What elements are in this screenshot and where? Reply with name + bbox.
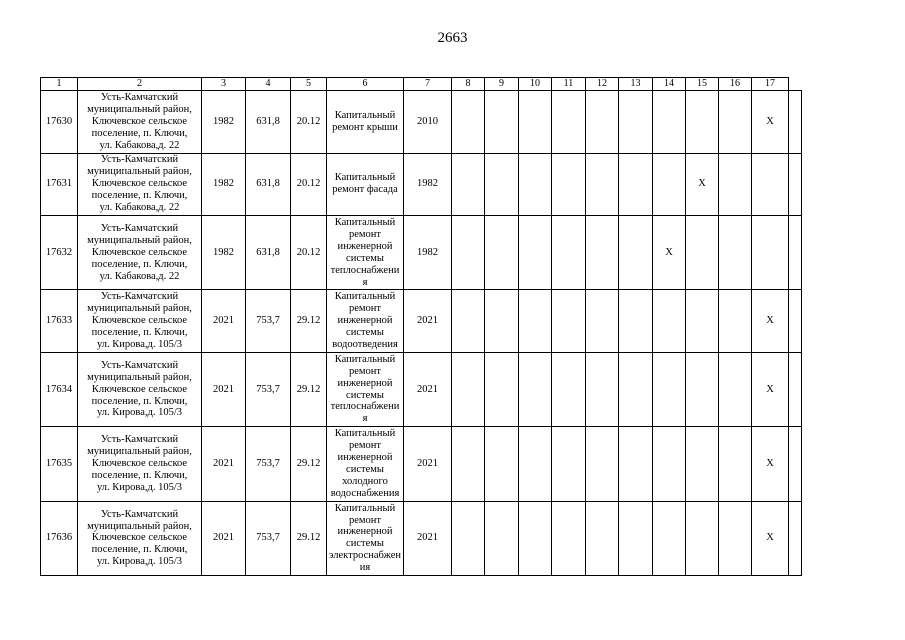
column-5-cell: 20.12 xyxy=(291,91,327,154)
mark-cell xyxy=(686,290,719,353)
column-7-cell: 2010 xyxy=(404,91,452,154)
mark-cell xyxy=(485,153,519,216)
mark-cell xyxy=(752,153,789,216)
address-cell xyxy=(78,352,202,426)
mark-cell xyxy=(485,290,519,353)
address-cell-line: Усть-Камчатский xyxy=(100,222,179,234)
area-cell: 753,7 xyxy=(246,352,291,426)
address-cell-line: Ключевское сельское xyxy=(91,458,188,470)
column-header: 4 xyxy=(246,78,291,91)
work-type-cell-line: электроснабжен xyxy=(328,550,402,562)
work-type-cell-line: ремонт xyxy=(348,228,381,240)
work-type-cell xyxy=(327,290,404,353)
address-cell-line: муниципальный район, xyxy=(87,303,192,315)
address-cell-line: муниципальный район, xyxy=(87,166,192,178)
mark-cell: X xyxy=(752,427,789,501)
mark-cell xyxy=(519,216,552,290)
mark-cell xyxy=(519,153,552,216)
address-cell-line: поселение, п. Ключи, xyxy=(91,327,188,339)
mark-cell xyxy=(789,352,802,426)
work-type-cell-line: системы xyxy=(346,538,384,550)
column-header: 5 xyxy=(291,78,327,91)
mark-cell xyxy=(586,501,619,575)
work-type-cell-line: водоснабжения xyxy=(330,487,400,499)
address-cell-line: Ключевское сельское xyxy=(91,178,188,190)
mark-cell: X xyxy=(752,290,789,353)
address-cell-line: поселение, п. Ключи, xyxy=(91,395,188,407)
work-type-cell-line: Капитальный xyxy=(334,291,396,303)
mark-cell xyxy=(719,501,752,575)
work-type-cell-line: ремонт xyxy=(348,303,381,315)
column-5-cell: 29.12 xyxy=(291,290,327,353)
mark-cell xyxy=(719,352,752,426)
work-type-cell xyxy=(327,501,404,575)
column-7-cell: 1982 xyxy=(404,216,452,290)
area-cell: 631,8 xyxy=(246,216,291,290)
mark-cell xyxy=(619,91,653,154)
address-cell-line: ул. Кабакова,д. 22 xyxy=(99,270,180,282)
page-number: 2663 xyxy=(437,30,468,46)
address-cell xyxy=(78,153,202,216)
address-cell xyxy=(78,427,202,501)
mark-cell xyxy=(619,290,653,353)
address-cell-line: Усть-Камчатский xyxy=(100,434,179,446)
column-5-cell: 20.12 xyxy=(291,216,327,290)
address-cell-line: Ключевское сельское xyxy=(91,315,188,327)
mark-cell xyxy=(789,216,802,290)
mark-cell xyxy=(485,501,519,575)
work-type-cell-line: инженерной xyxy=(337,315,393,327)
work-type-cell-line: я xyxy=(362,276,368,288)
address-cell xyxy=(78,290,202,353)
year-cell: 2021 xyxy=(202,290,246,353)
column-header: 11 xyxy=(552,78,586,91)
work-type-cell-line: системы xyxy=(346,327,384,339)
mark-cell xyxy=(485,91,519,154)
mark-cell xyxy=(719,216,752,290)
mark-cell xyxy=(452,501,485,575)
record-id: 17630 xyxy=(41,91,78,154)
address-cell xyxy=(78,91,202,154)
work-type-cell-line: инженерной xyxy=(337,377,393,389)
mark-cell xyxy=(653,352,686,426)
record-id: 17634 xyxy=(41,352,78,426)
work-type-cell-line: Капитальный xyxy=(334,109,396,121)
address-cell-line: муниципальный район, xyxy=(87,520,192,532)
column-header: 9 xyxy=(485,78,519,91)
mark-cell xyxy=(789,427,802,501)
table-body xyxy=(41,78,802,576)
area-cell: 753,7 xyxy=(246,501,291,575)
mark-cell xyxy=(619,216,653,290)
work-type-cell-line: ремонт крыши xyxy=(332,121,398,133)
table-row xyxy=(41,153,802,216)
mark-cell xyxy=(619,153,653,216)
column-header: 12 xyxy=(586,78,619,91)
column-number-row xyxy=(41,78,802,91)
address-cell xyxy=(78,216,202,290)
mark-cell xyxy=(686,501,719,575)
column-header: 8 xyxy=(452,78,485,91)
address-cell-line: ул. Кирова,д. 105/3 xyxy=(96,481,182,493)
address-cell-line: Ключевское сельское xyxy=(91,246,188,258)
work-type-cell-line: ремонт фасада xyxy=(332,184,398,196)
mark-cell xyxy=(552,501,586,575)
address-cell-line: ул. Кирова,д. 105/3 xyxy=(96,339,182,350)
area-cell: 753,7 xyxy=(246,290,291,353)
year-cell: 1982 xyxy=(202,91,246,154)
mark-cell xyxy=(485,427,519,501)
mark-cell xyxy=(719,153,752,216)
mark-cell: X xyxy=(752,352,789,426)
column-header: 10 xyxy=(519,78,552,91)
mark-cell xyxy=(586,427,619,501)
work-type-cell-line: ремонт xyxy=(348,365,381,377)
work-type-cell-line: Капитальный xyxy=(334,353,396,365)
column-7-cell: 2021 xyxy=(404,352,452,426)
column-5-cell: 20.12 xyxy=(291,153,327,216)
work-type-cell-line: Капитальный xyxy=(334,216,396,228)
mark-cell xyxy=(653,91,686,154)
mark-cell xyxy=(519,290,552,353)
mark-cell xyxy=(552,352,586,426)
area-cell: 753,7 xyxy=(246,427,291,501)
mark-cell xyxy=(653,427,686,501)
mark-cell xyxy=(789,91,802,154)
address-cell-line: Усть-Камчатский xyxy=(100,359,179,371)
mark-cell xyxy=(686,216,719,290)
mark-cell xyxy=(619,352,653,426)
mark-cell xyxy=(552,153,586,216)
table-row xyxy=(41,501,802,575)
mark-cell xyxy=(485,216,519,290)
mark-cell xyxy=(519,427,552,501)
column-header: 1 xyxy=(41,78,78,91)
year-cell: 2021 xyxy=(202,352,246,426)
column-7-cell: 1982 xyxy=(404,153,452,216)
address-cell-line: Ключевское сельское xyxy=(91,532,188,544)
address-cell-line: Усть-Камчатский xyxy=(100,291,179,303)
mark-cell xyxy=(653,290,686,353)
column-5-cell: 29.12 xyxy=(291,427,327,501)
table-row xyxy=(41,290,802,353)
address-cell-line: поселение, п. Ключи, xyxy=(91,127,188,139)
address-cell-line: поселение, п. Ключи, xyxy=(91,544,188,556)
work-type-cell xyxy=(327,352,404,426)
mark-cell xyxy=(789,290,802,353)
mark-cell xyxy=(686,427,719,501)
work-type-cell-line: инженерной xyxy=(337,526,393,538)
work-type-cell-line: теплоснабжени xyxy=(330,401,400,413)
work-type-cell-line: системы xyxy=(346,463,384,475)
work-type-cell-line: теплоснабжени xyxy=(330,264,400,276)
mark-cell xyxy=(653,153,686,216)
work-type-cell-line: Капитальный xyxy=(334,172,396,184)
mark-cell xyxy=(452,153,485,216)
work-type-cell xyxy=(327,427,404,501)
work-type-cell-line: системы xyxy=(346,252,384,264)
address-cell-line: Усть-Камчатский xyxy=(100,508,179,520)
work-type-cell-line: инженерной xyxy=(337,240,393,252)
mark-cell xyxy=(789,501,802,575)
address-cell-line: Усть-Камчатский xyxy=(100,91,179,103)
mark-cell xyxy=(552,290,586,353)
column-header: 6 xyxy=(327,78,404,91)
mark-cell xyxy=(719,91,752,154)
year-cell: 2021 xyxy=(202,427,246,501)
column-header: 13 xyxy=(619,78,653,91)
mark-cell: X xyxy=(752,91,789,154)
mark-cell xyxy=(619,427,653,501)
mark-cell xyxy=(789,153,802,216)
address-cell-line: Ключевское сельское xyxy=(91,383,188,395)
address-cell-line: Ключевское сельское xyxy=(91,115,188,127)
column-header: 7 xyxy=(404,78,452,91)
address-cell-line: ул. Кабакова,д. 22 xyxy=(99,139,180,151)
address-cell-line: поселение, п. Ключи, xyxy=(91,258,188,270)
mark-cell xyxy=(752,216,789,290)
work-type-cell-line: инженерной xyxy=(337,452,393,464)
mark-cell: X xyxy=(752,501,789,575)
mark-cell xyxy=(519,501,552,575)
area-cell: 631,8 xyxy=(246,91,291,154)
table-row xyxy=(41,91,802,154)
mark-cell xyxy=(452,427,485,501)
year-cell: 1982 xyxy=(202,216,246,290)
work-type-cell-line: ремонт xyxy=(348,440,381,452)
address-cell-line: муниципальный район, xyxy=(87,234,192,246)
address-cell-line: муниципальный район, xyxy=(87,103,192,115)
record-id: 17632 xyxy=(41,216,78,290)
register-table xyxy=(40,77,802,576)
column-7-cell: 2021 xyxy=(404,427,452,501)
column-header: 15 xyxy=(686,78,719,91)
column-7-cell: 2021 xyxy=(404,290,452,353)
mark-cell xyxy=(619,501,653,575)
column-5-cell: 29.12 xyxy=(291,352,327,426)
mark-cell xyxy=(719,427,752,501)
work-type-cell-line: ия xyxy=(359,562,371,574)
mark-cell xyxy=(452,290,485,353)
address-cell-line: муниципальный район, xyxy=(87,446,192,458)
mark-cell xyxy=(686,352,719,426)
address-cell-line: муниципальный район, xyxy=(87,371,192,383)
mark-cell xyxy=(586,91,619,154)
mark-cell xyxy=(452,352,485,426)
mark-cell xyxy=(586,352,619,426)
mark-cell: X xyxy=(686,153,719,216)
record-id: 17631 xyxy=(41,153,78,216)
mark-cell xyxy=(452,216,485,290)
record-id: 17635 xyxy=(41,427,78,501)
table-row xyxy=(41,352,802,426)
table-row xyxy=(41,427,802,501)
column-7-cell: 2021 xyxy=(404,501,452,575)
area-cell: 631,8 xyxy=(246,153,291,216)
mark-cell xyxy=(552,427,586,501)
mark-cell xyxy=(719,290,752,353)
address-cell xyxy=(78,501,202,575)
mark-cell xyxy=(586,290,619,353)
work-type-cell-line: я xyxy=(362,413,368,425)
mark-cell xyxy=(653,501,686,575)
record-id: 17633 xyxy=(41,290,78,353)
work-type-cell-line: Капитальный xyxy=(334,502,396,514)
mark-cell xyxy=(485,352,519,426)
year-cell: 1982 xyxy=(202,153,246,216)
address-cell-line: поселение, п. Ключи, xyxy=(91,469,188,481)
work-type-cell-line: водоотведения xyxy=(332,339,398,350)
column-header: 2 xyxy=(78,78,202,91)
address-cell-line: ул. Кирова,д. 105/3 xyxy=(96,556,182,568)
address-cell-line: Усть-Камчатский xyxy=(100,154,179,166)
mark-cell xyxy=(552,216,586,290)
work-type-cell-line: холодного xyxy=(342,475,388,487)
mark-cell: X xyxy=(653,216,686,290)
mark-cell xyxy=(552,91,586,154)
work-type-cell xyxy=(327,91,404,154)
table-row xyxy=(41,216,802,290)
work-type-cell xyxy=(327,153,404,216)
work-type-cell xyxy=(327,216,404,290)
column-header: 3 xyxy=(202,78,246,91)
address-cell-line: ул. Кабакова,д. 22 xyxy=(99,202,180,214)
address-cell-line: ул. Кирова,д. 105/3 xyxy=(96,407,182,419)
mark-cell xyxy=(586,153,619,216)
work-type-cell-line: ремонт xyxy=(348,514,381,526)
column-5-cell: 29.12 xyxy=(291,501,327,575)
record-id: 17636 xyxy=(41,501,78,575)
address-cell-line: поселение, п. Ключи, xyxy=(91,190,188,202)
column-header: 14 xyxy=(653,78,686,91)
mark-cell xyxy=(519,352,552,426)
mark-cell xyxy=(452,91,485,154)
work-type-cell-line: системы xyxy=(346,389,384,401)
column-header: 17 xyxy=(752,78,789,91)
mark-cell xyxy=(519,91,552,154)
mark-cell xyxy=(586,216,619,290)
year-cell: 2021 xyxy=(202,501,246,575)
column-header: 16 xyxy=(719,78,752,91)
mark-cell xyxy=(686,91,719,154)
work-type-cell-line: Капитальный xyxy=(334,428,396,440)
